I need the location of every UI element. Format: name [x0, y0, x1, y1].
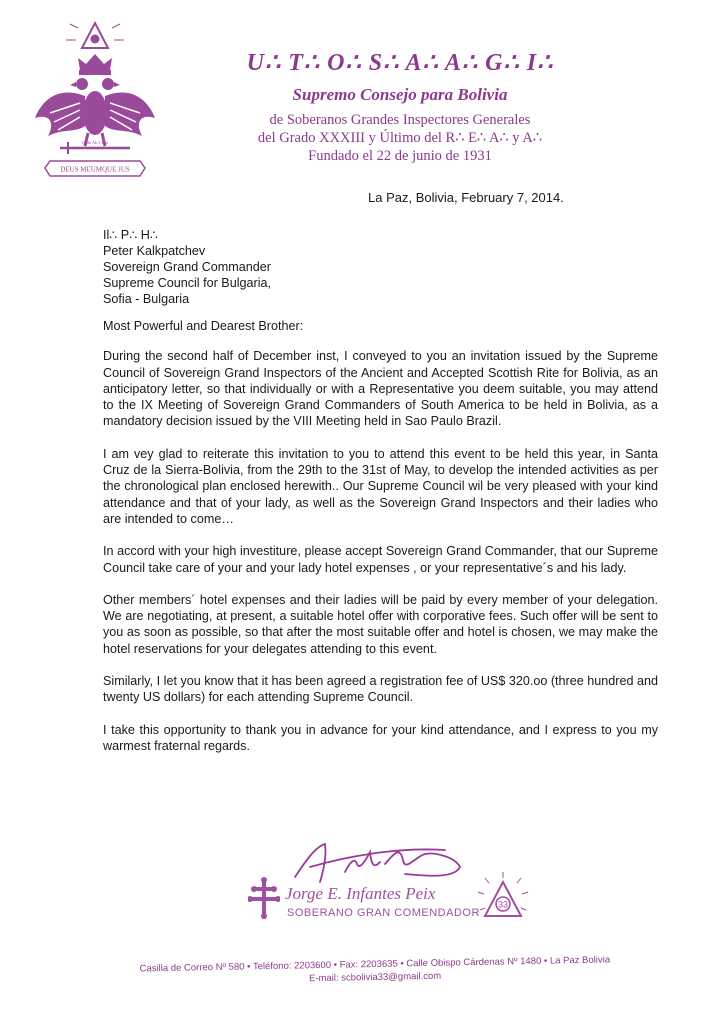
addressee-location: Sofia - Bulgaria: [103, 292, 190, 306]
emblem-banner: Ordo Ab Chao: [81, 140, 109, 145]
letterhead: [200, 48, 600, 165]
letterhead-line-3: Fundado el 22 de junio de 1931: [308, 148, 492, 164]
body-paragraph: During the second half of December inst, I conveyed to you an invitation issued by the Supreme Council of Sovereign Grand Inspectors of the Ancient and Accepted Scottish Rite for Bolivia, as an anticipatory letter, so that individually or with a Representative you deem suitable, you may attend to the IX Meeting of Sovereign Grand Commanders of South America to be held in Bolivia, as a mandatory decision issued by the VIII Meeting held in Sao Paulo Brazil.: [103, 349, 658, 429]
body-paragraph: Other members´ hotel expenses and their ladies will be paid by every member of your delegation. We are negotiating, at present, a suitable hotel offer with corporative fees. Such offer will be sent to you as soon as possible, so that after the most suitable offer and hotel is chosen, we may make the hotel reservations for your delegates attending to this event.: [103, 592, 658, 656]
seal-number: 33: [497, 899, 509, 910]
footer-email: E-mail: scbolivia33@gmail.com: [308, 970, 442, 985]
patriarchal-cross-icon: [248, 877, 280, 919]
addressee-block: [103, 227, 271, 307]
body-paragraph: In accord with your high investiture, please accept Sovereign Grand Commander, that our Supreme Council take care of your and your lady hotel expenses , or your representative´s and his lady.: [103, 544, 658, 575]
letter-body: [103, 318, 658, 770]
addressee-title: Sovereign Grand Commander: [103, 260, 271, 274]
letterhead-council: Supremo Consejo para Bolivia: [292, 85, 508, 104]
letter-date: La Paz, Bolivia, February 7, 2014.: [368, 190, 564, 205]
letterhead-line-2: del Grado XXXIII y Último del R∴ E∴ A∴ y A∴: [257, 130, 543, 146]
triangle-33-seal-icon: [475, 870, 531, 926]
signer-name: Jorge E. Infantes Peix: [285, 884, 436, 903]
letterhead-line-1: de Soberanos Grandes Inspectores Generales: [269, 112, 531, 128]
body-paragraph: Similarly, I let you know that it has been agreed a registration fee of US$ 320.oo (three hundred and twenty US dollars) for each attending Supreme Council.: [103, 674, 658, 705]
letterhead-initials: U∴ T∴ O∴ S∴ A∴ A∴ G∴ I∴: [246, 50, 554, 76]
double-headed-eagle-emblem-icon: [30, 18, 160, 193]
footer-address: Casilla de Correo Nº 580 • Teléfono: 2203600 • Fax: 2203635 • Calle Obispo Cárdenas Nº 1480 • La Paz Bolivia: [139, 954, 611, 975]
salutation: Most Powerful and Dearest Brother:: [103, 319, 304, 333]
body-paragraph: I am vey glad to reiterate this invitation to you to attend this event to be held this year, in Santa Cruz de la Sierra-Bolivia, from the 29th to the 31st of May, to develop the intended activities as per the chronological plan enclosed herewith.. Our Supreme Council wil be very pleased with your kind attendance and that of your lady, as well as the Sovereign Grand Inspectors and their ladies who are intended to come…: [103, 446, 658, 526]
emblem-motto: DEUS MEUMQUE JUS: [60, 165, 130, 174]
addressee-name: Peter Kalkpatchev: [103, 244, 206, 258]
signer-title: SOBERANO GRAN COMENDADOR: [287, 907, 480, 919]
addressee-organization: Supreme Council for Bulgaria,: [103, 276, 271, 290]
addressee-honorific: Il∴ P∴ H∴: [103, 228, 158, 242]
body-paragraph: I take this opportunity to thank you in advance for your kind attendance, and I express to you my warmest fraternal regards.: [103, 722, 658, 753]
footer: [80, 952, 670, 989]
